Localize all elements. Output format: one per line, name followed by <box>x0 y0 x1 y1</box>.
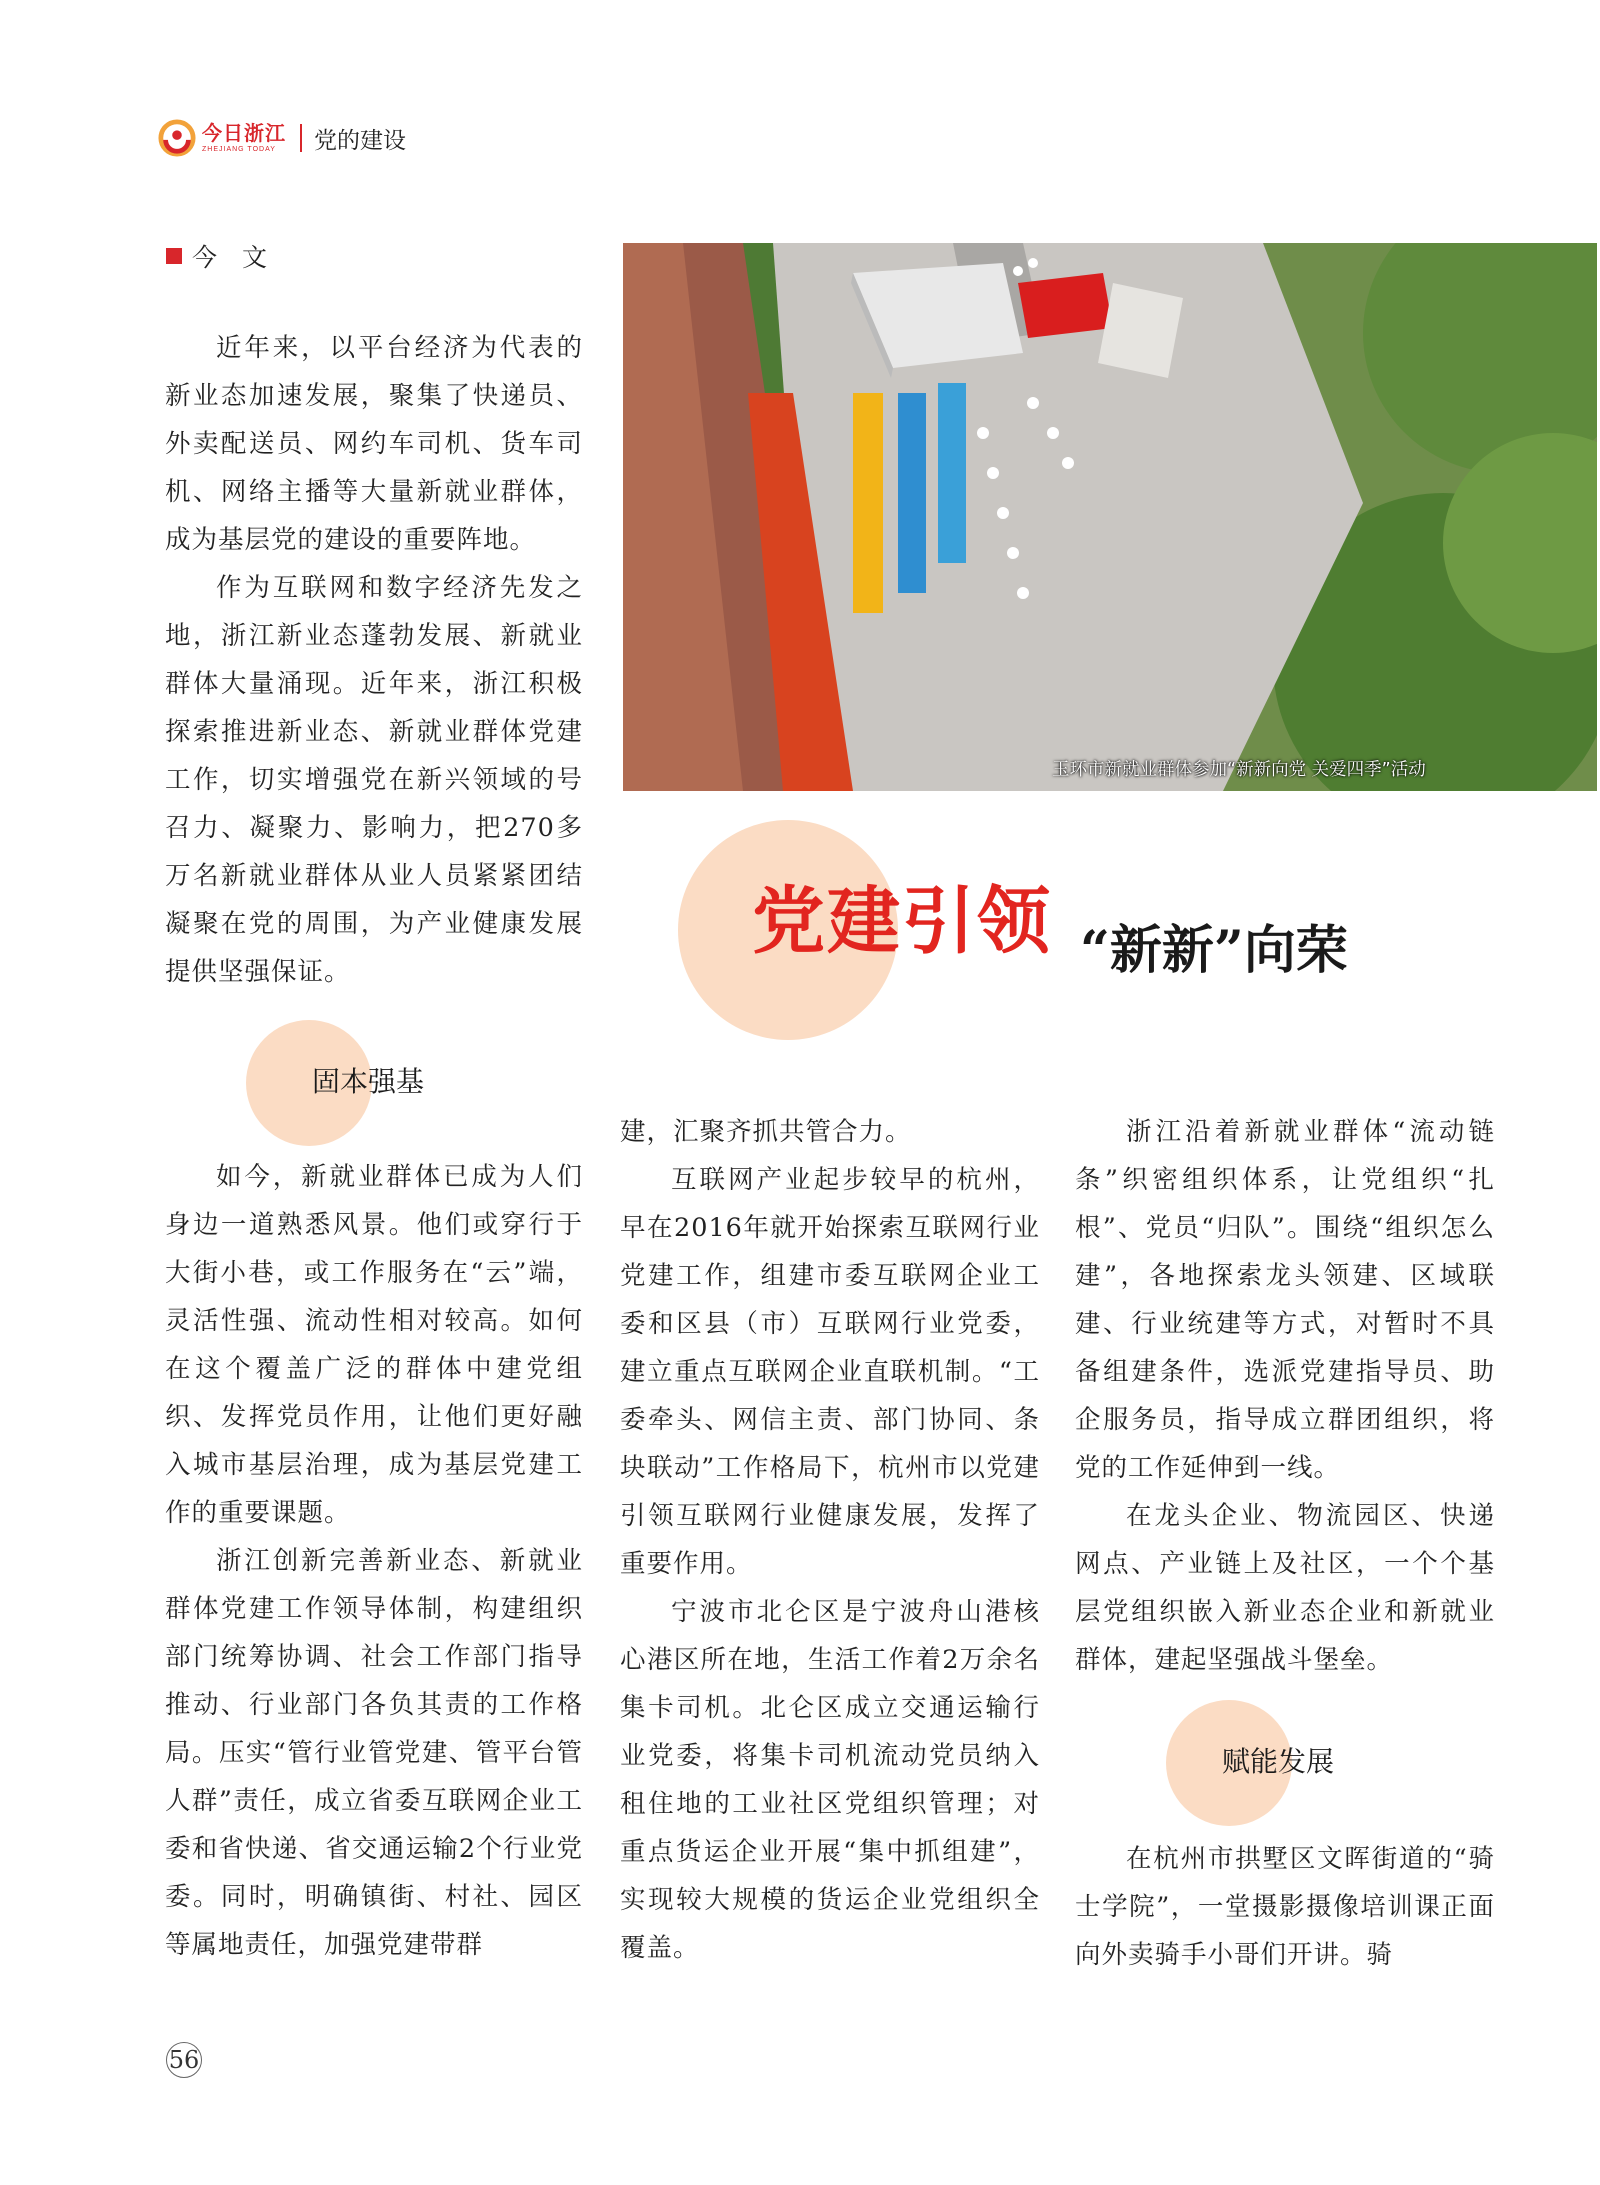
column-3-bottom <box>1075 1835 1495 1979</box>
paragraph: 在杭州市拱墅区文晖街道的“骑士学院”，一堂摄影摄像培训课正面向外卖骑手小哥们开讲。骑 <box>1075 1844 1495 1970</box>
page-header <box>158 118 406 158</box>
paragraph: 互联网产业起步较早的杭州，早在2016年就开始探索互联网行业党建工作，组建市委互联网企业工委和区县（市）互联网行业党委，建立重点互联网企业直联机制。“工委牵头、网信主责、部门协同、条块联动”工作格局下，杭州市以党建引领互联网行业健康发展，发挥了重要作用。 <box>620 1165 1040 1579</box>
subhead-2: 赋能发展 <box>1222 1745 1335 1778</box>
logo-swirl-icon <box>158 119 196 157</box>
column-1-top <box>165 324 583 996</box>
header-divider <box>300 124 302 152</box>
logo-en: ZHEJIANG TODAY <box>202 146 276 153</box>
page-number: 56 <box>166 2042 202 2078</box>
paragraph: 浙江创新完善新业态、新就业群体党建工作领导体制，构建组织部门统筹协调、社会工作部门指导推动、行业部门各负其责的工作格局。压实“管行业管党建、管平台管人群”责任，成立省委互联网企业工委和省快递、省交通运输2个行业党委。同时，明确镇街、村社、园区等属地责任，加强党建带群 <box>165 1546 583 1960</box>
paragraph: 浙江沿着新就业群体“流动链条”织密组织体系，让党组织“扎根”、党员“归队”。围绕“组织怎么建”，各地探索龙头领建、区域联建、行业统建等方式，对暂时不具备组建条件，选派党建指导员、助企服务员，指导成立群团组织，将党的工作延伸到一线。 <box>1075 1117 1495 1483</box>
article-photo <box>623 243 1597 791</box>
paragraph: 在龙头企业、物流园区、快递网点、产业链上及社区，一个个基层党组织嵌入新业态企业和新就业群体，建起坚强战斗堡垒。 <box>1075 1501 1495 1675</box>
paragraph: 宁波市北仑区是宁波舟山港核心港区所在地，生活工作着2万余名集卡司机。北仑区成立交通运输行业党委，将集卡司机流动党员纳入租住地的工业社区党组织管理；对重点货运企业开展“集中抓组建”，实现较大规模的货运企业党组织全覆盖。 <box>620 1597 1040 1963</box>
paragraph: 作为互联网和数字经济先发之地，浙江新业态蓬勃发展、新就业群体大量涌现。近年来，浙江积极探索推进新业态、新就业群体党建工作，切实增强党在新兴领域的号召力、凝聚力、影响力，把270多万名新就业群体从业人员紧紧团结凝聚在党的周围，为产业健康发展提供坚强保证。 <box>165 573 583 987</box>
author-marker <box>166 248 182 264</box>
paragraph: 如今，新就业群体已成为人们身边一道熟悉风景。他们或穿行于大街小巷，或工作服务在“云”端，灵活性强、流动性相对较高。如何在这个覆盖广泛的群体中建党组织、发挥党员作用，让他们更好融入城市基层治理，成为基层党建工作的重要课题。 <box>165 1162 583 1528</box>
column-1-bottom <box>165 1153 583 1969</box>
column-3-top <box>1075 1108 1495 1684</box>
logo-cn: 今日浙江 <box>202 121 286 145</box>
logo <box>202 123 286 153</box>
author-line <box>166 238 267 274</box>
article-title-sub: “新新”向荣 <box>1080 920 1348 981</box>
article-title-main: 党建引领 <box>752 879 1052 964</box>
photo-illustration <box>623 243 1597 791</box>
column-2 <box>620 1108 1040 1972</box>
paragraph: 建，汇聚齐抓共管合力。 <box>620 1117 912 1147</box>
photo-caption: 玉环市新就业群体参加“新新向党 关爱四季”活动 <box>1052 760 1426 780</box>
section-title: 党的建设 <box>314 127 406 154</box>
subhead-1: 固本强基 <box>312 1065 425 1098</box>
paragraph: 近年来，以平台经济为代表的新业态加速发展，聚集了快递员、外卖配送员、网约车司机、货车司机、网络主播等大量新就业群体，成为基层党的建设的重要阵地。 <box>165 333 583 555</box>
author-name: 今 文 <box>192 243 268 272</box>
